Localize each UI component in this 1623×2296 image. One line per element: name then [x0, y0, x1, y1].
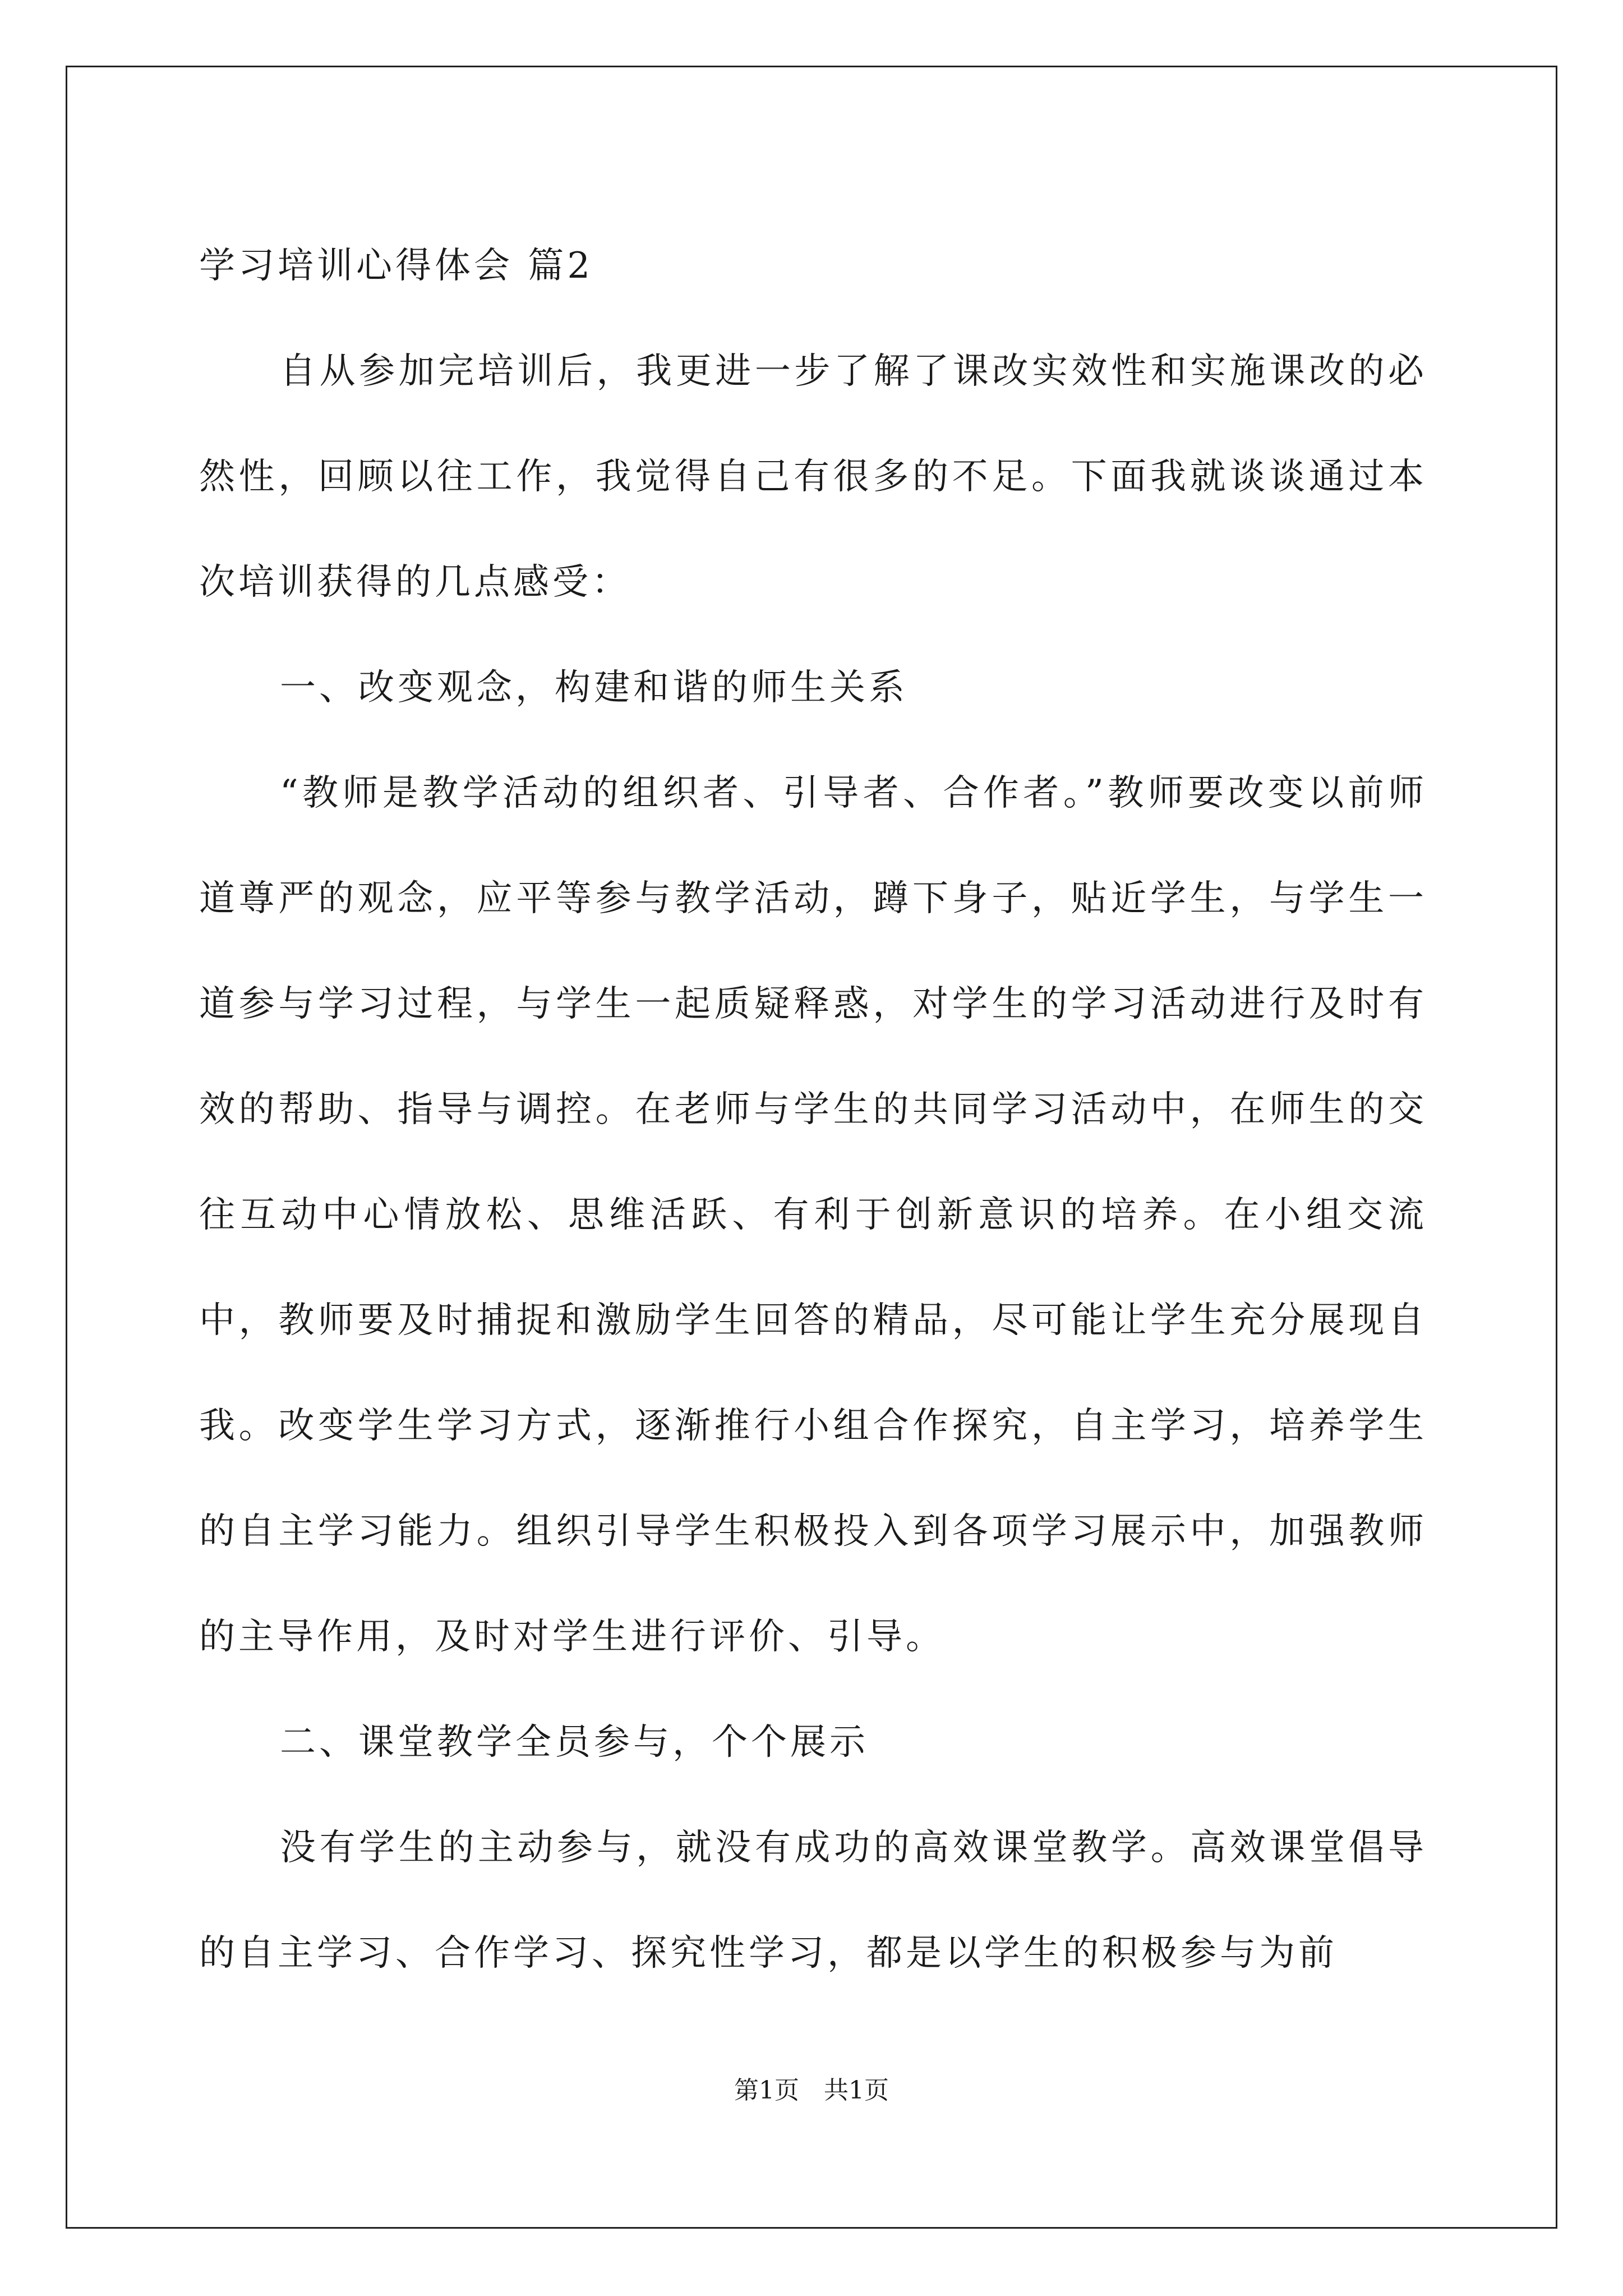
page-number-footer: 第1页 共1页: [734, 2076, 889, 2105]
section-heading-1: 一、改变观念，构建和谐的师生关系: [280, 667, 908, 708]
paragraph-intro: 自从参加完培训后，我更进一步了解了课改实效性和实施课改的必然性，回顾以往工作，我觉得自己有很多的不足。下面我就谈谈通过本次培训获得的几点感受：: [199, 351, 1427, 603]
section-heading-2: 二、课堂教学全员参与，个个展示: [280, 1722, 869, 1763]
document-title: 学习培训心得体会 篇2: [199, 245, 594, 287]
paragraph-section-1: “教师是教学活动的组织者、引导者、合作者。”教师要改变以前师道尊严的观念，应平等参与教学活动，蹲下身子，贴近学生，与学生一道参与学习过程，与学生一起质疑释惑，对学生的学习活动进行及时有效的帮助、指导与调控。在老师与学生的共同学习活动中，在师生的交往互动中心情放松、思维活跃、有利于创新意识的培养。在小组交流中，教师要及时捕捉和激励学生回答的精品，尽可能让学生充分展现自我。改变学生学习方式，逐渐推行小组合作探究，自主学习，培养学生的自主学习能力。组织引导学生积极投入到各项学习展示中，加强教师的主导作用，及时对学生进行评价、引导。: [199, 772, 1427, 1658]
document-body: [199, 213, 1427, 2006]
paragraph-section-2: 没有学生的主动参与，就没有成功的高效课堂教学。高效课堂倡导的自主学习、合作学习、探究性学习，都是以学生的积极参与为前: [199, 1827, 1427, 1974]
